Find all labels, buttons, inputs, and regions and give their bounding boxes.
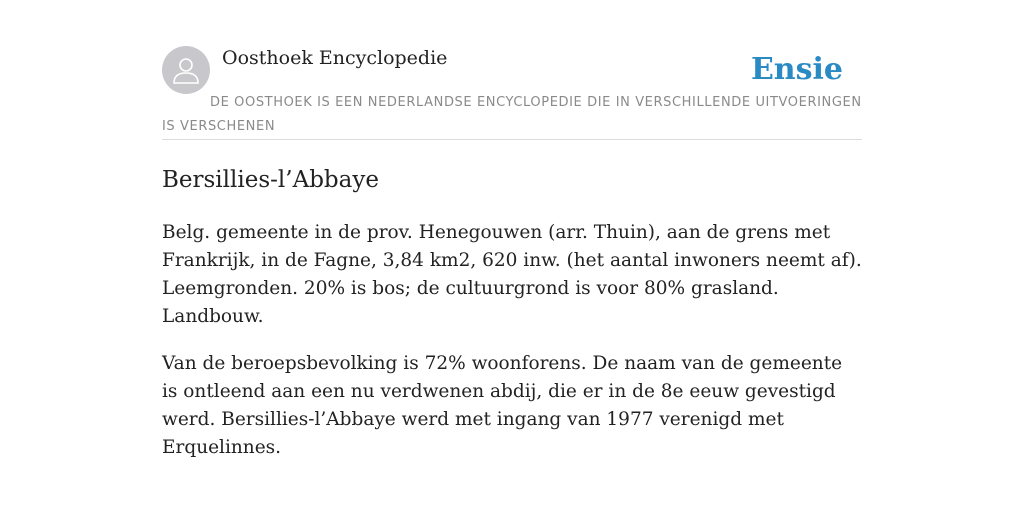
source-header bbox=[162, 46, 862, 140]
source-description: DE OOSTHOEK IS EEN NEDERLANDSE ENCYCLOPEDIE DIE IN VERSCHILLENDE UITVOERINGEN IS VERSCHENEN bbox=[162, 95, 862, 134]
article-paragraph: Van de beroepsbevolking is 72% woonforens. De naam van de gemeente is ontleend aan een nu verdwenen abdij, die er in de 8e eeuw gevestigd werd. Bersillies-l’Abbaye werd met ingang van 1977 verenigd met Erquelinnes. bbox=[162, 353, 843, 458]
content-container bbox=[162, 46, 862, 481]
source-name-link[interactable]: Oosthoek Encyclopedie bbox=[222, 47, 448, 69]
article-paragraph: Belg. gemeente in de prov. Henegouwen (arr. Thuin), aan de grens met Frankrijk, in de Fagne, 3,84 km2, 620 inw. (het aantal inwoners neemt af). Leemgronden. 20% is bos; de cultuurgrond is voor 80% grasland. Landbouw. bbox=[162, 222, 862, 327]
user-icon bbox=[171, 55, 201, 85]
brand-logo[interactable]: Ensie bbox=[750, 52, 843, 87]
source-avatar[interactable] bbox=[162, 46, 210, 94]
article-title: Bersillies-l’Abbaye bbox=[162, 167, 379, 193]
article-body bbox=[162, 219, 862, 462]
